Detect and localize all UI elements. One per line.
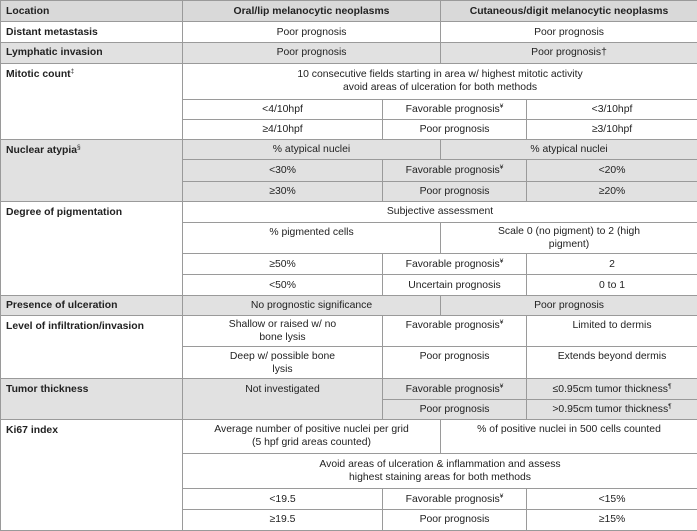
nuclear-oral-low: <30% [183,160,383,181]
pigmentation-oral-method: % pigmented cells [183,223,441,254]
ki67-cutaneous-low: <15% [527,489,697,509]
header-cutaneous: Cutaneous/digit melanocytic neoplasms [441,1,697,22]
pigmentation-prognosis-favorable [383,254,527,275]
thickness-cutaneous-thin-text: ≤0.95cm tumor thickness [552,383,668,395]
nuclear-atypia-cutaneous-method: % atypical nuclei [441,140,697,160]
mitotic-prognosis-poor: Poor prognosis [383,120,527,140]
double-dagger-mark: ‡ [70,67,75,75]
mitotic-prognosis-favorable-text: Favorable prognosis [405,103,500,115]
pigmentation-cutaneous-low: 0 to 1 [527,275,697,295]
infiltration-oral-shallow-line2: bone lysis [259,332,306,343]
ki67-note-line2: highest staining areas for both methods [349,472,531,484]
thickness-oral: Not investigated [183,379,383,419]
row-ki67-methods [1,419,697,453]
label-thickness: Tumor thickness [1,379,183,419]
label-lymphatic-invasion: Lymphatic invasion [1,43,183,63]
pigmentation-cutaneous-method-line2: pigment) [548,239,590,251]
pigmentation-cutaneous-method-line1: Scale 0 (no pigment) to 2 (high [497,226,641,238]
yen-mark: ¥ [499,382,504,390]
mitotic-count-method-line2: avoid areas of ulceration for both methods [342,82,538,94]
header-location: Location [1,1,183,22]
ulceration-cutaneous: Poor prognosis [441,295,697,315]
yen-mark: ¥ [499,164,504,172]
dagger-mark: † [601,47,607,59]
label-nuclear-atypia [1,140,183,202]
nuclear-oral-high: ≥30% [183,181,383,201]
distant-metastasis-oral: Poor prognosis [183,22,441,43]
yen-mark: ¥ [499,318,504,326]
pigmentation-method: Subjective assessment [183,201,697,222]
yen-mark: ¥ [499,257,504,265]
nuclear-atypia-oral-method: % atypical nuclei [183,140,441,160]
mitotic-oral-low: <4/10hpf [183,99,383,119]
infiltration-oral-shallow-line1: Shallow or raised w/ no [228,319,337,330]
infiltration-cutaneous-extends: Extends beyond dermis [527,347,697,379]
pilcrow-mark: ¶ [667,382,672,390]
infiltration-prognosis-poor: Poor prognosis [383,347,527,379]
header-row [1,1,697,22]
section-mark: § [77,144,81,152]
infiltration-oral-shallow [183,315,383,346]
infiltration-oral-deep-line2: lysis [272,363,293,375]
row-ulceration [1,295,697,315]
label-pigmentation: Degree of pigmentation [1,201,183,295]
nuclear-cutaneous-high: ≥20% [527,181,697,201]
pigmentation-oral-low: <50% [183,275,383,295]
ki67-oral-low: <19.5 [183,489,383,509]
mitotic-cutaneous-high: ≥3/10hpf [527,120,697,140]
infiltration-oral-deep [183,347,383,379]
distant-metastasis-cutaneous: Poor prognosis [441,22,697,43]
mitotic-cutaneous-low: <3/10hpf [527,99,697,119]
thickness-cutaneous-thin [527,379,697,399]
thickness-prognosis-favorable [383,379,527,399]
row-thickness-favorable [1,379,697,399]
mitotic-count-method [183,63,697,99]
ki67-cutaneous-high: ≥15% [527,509,697,530]
label-nuclear-atypia-text: Nuclear atypia [6,145,78,157]
row-infiltration-favorable [1,315,697,346]
mitotic-count-method-line1: 10 consecutive fields starting in area w/ highest mitotic activity [297,69,583,81]
header-oral: Oral/lip melanocytic neoplasms [183,1,441,22]
nuclear-cutaneous-low: <20% [527,160,697,181]
row-pigmentation [1,201,697,222]
yen-mark: ¥ [499,492,504,500]
thickness-prognosis-poor: Poor prognosis [383,399,527,419]
lymphatic-invasion-cutaneous-text: Poor prognosis [531,47,602,59]
label-mitotic-count-text: Mitotic count [6,68,71,80]
mitotic-prognosis-favorable [383,99,527,119]
ki67-prognosis-favorable-text: Favorable prognosis [405,493,500,505]
infiltration-prognosis-favorable-text: Favorable prognosis [405,319,500,331]
pigmentation-cutaneous-method [441,223,697,254]
thickness-prognosis-favorable-text: Favorable prognosis [405,383,500,395]
pilcrow-mark: ¶ [668,402,672,410]
infiltration-prognosis-favorable [383,315,527,346]
label-infiltration: Level of infiltration/invasion [1,315,183,379]
ulceration-oral: No prognostic significance [183,295,441,315]
mitotic-oral-high: ≥4/10hpf [183,120,383,140]
pigmentation-oral-high: ≥50% [183,254,383,275]
ki67-prognosis-poor: Poor prognosis [383,509,527,530]
ki67-note-line1: Avoid areas of ulceration & inflammation and assess [319,459,561,471]
row-nuclear-atypia [1,140,697,160]
thickness-cutaneous-thick [527,399,697,419]
pigmentation-prognosis-favorable-text: Favorable prognosis [405,258,500,270]
nuclear-prognosis-favorable-text: Favorable prognosis [405,165,500,177]
row-lymphatic-invasion [1,43,697,63]
pigmentation-cutaneous-high: 2 [527,254,697,275]
ki67-oral-method-line2: (5 hpf grid areas counted) [252,437,371,449]
infiltration-oral-deep-line1: Deep w/ possible bone [229,350,336,362]
ki67-prognosis-favorable [383,489,527,509]
ki67-note [183,454,697,489]
label-distant-metastasis: Distant metastasis [1,22,183,43]
ki67-oral-method [183,419,441,453]
nuclear-prognosis-favorable [383,160,527,181]
yen-mark: ¥ [499,102,504,110]
ki67-cutaneous-method: % of positive nuclei in 500 cells counted [441,419,697,453]
row-mitotic-count [1,63,697,99]
ki67-oral-method-line1: Average number of positive nuclei per grid [214,424,409,436]
nuclear-prognosis-poor: Poor prognosis [383,181,527,201]
lymphatic-invasion-cutaneous [441,43,697,63]
thickness-cutaneous-thick-text: >0.95cm tumor thickness [552,403,669,415]
infiltration-cutaneous-limited: Limited to dermis [527,315,697,346]
row-distant-metastasis [1,22,697,43]
ki67-oral-high: ≥19.5 [183,509,383,530]
label-ulceration: Presence of ulceration [1,295,183,315]
pigmentation-prognosis-uncertain: Uncertain prognosis [383,275,527,295]
label-mitotic-count [1,63,183,140]
lymphatic-invasion-oral: Poor prognosis [183,43,441,63]
label-ki67: Ki67 index [1,419,183,530]
